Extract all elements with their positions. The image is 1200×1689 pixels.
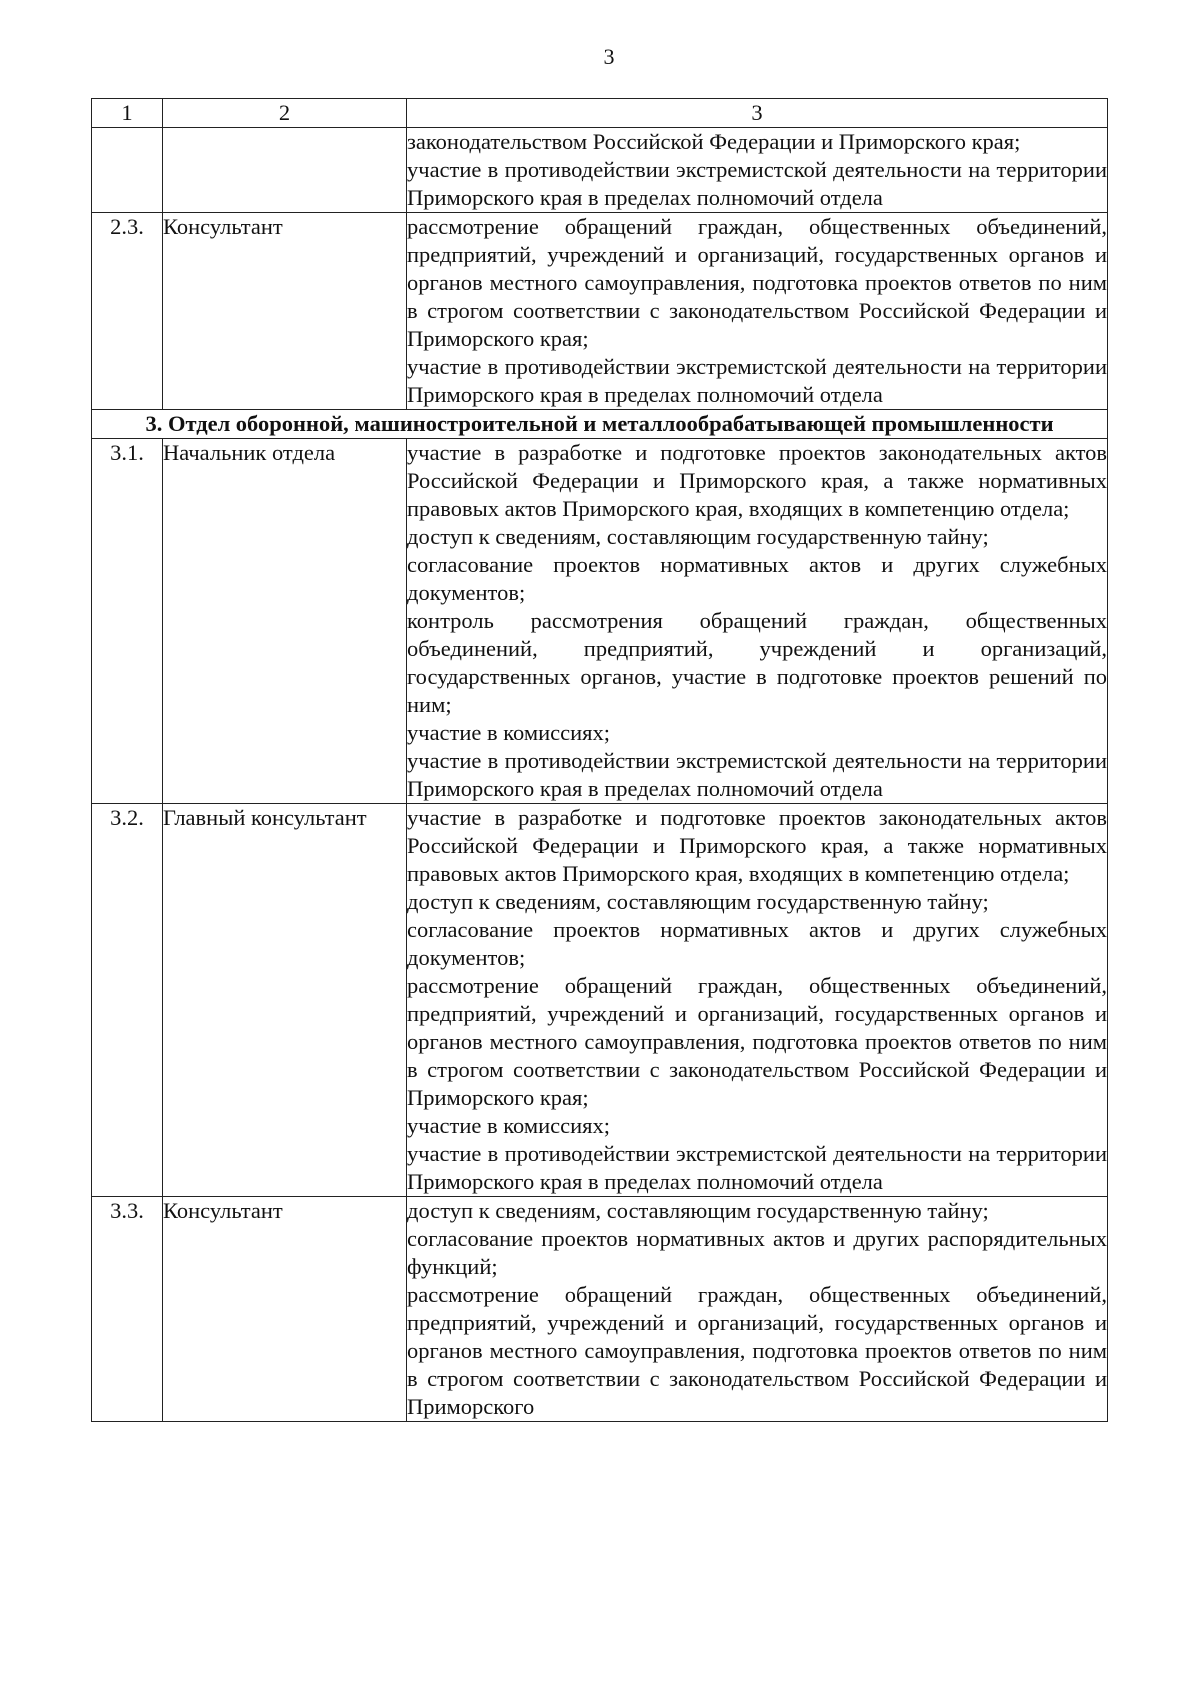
duty-item: участие в противодействии экстремистской деятельности на территории Приморского края в пределах полномочий отдела	[407, 157, 1107, 210]
row-number: 3.1.	[92, 439, 163, 804]
duty-item: участие в противодействии экстремистской деятельности на территории Приморского края в пределах полномочий отдела	[407, 1141, 1107, 1194]
duty-item: доступ к сведениям, составляющим государственную тайну;	[407, 1198, 989, 1223]
duty-item: контроль рассмотрения обращений граждан, общественных объединений, предприятий, учреждений и организаций, государственных органов, участие в подготовке проектов решений по ним;	[407, 608, 1107, 717]
position-title: Главный консультант	[163, 804, 407, 1197]
table-row	[92, 804, 1108, 1197]
duty-item: согласование проектов нормативных актов и других служебных документов;	[407, 917, 1107, 970]
duty-item: доступ к сведениям, составляющим государственную тайну;	[407, 524, 989, 549]
table-row	[92, 213, 1108, 410]
duty-item: рассмотрение обращений граждан, общественных объединений, предприятий, учреждений и организаций, государственных органов и органов местного самоуправления, подготовка проектов ответов по ним в строгом соответствии с законодательством Российской Федерации и Приморского	[407, 1282, 1107, 1419]
duties-cell	[407, 213, 1108, 410]
row-number	[92, 128, 163, 213]
row-number: 2.3.	[92, 213, 163, 410]
duties-cell	[407, 804, 1108, 1197]
section-title: 3. Отдел оборонной, машиностроительной и металлообрабатывающей промышленности	[92, 410, 1108, 439]
duty-item: участие в комиссиях;	[407, 720, 611, 745]
position-title: Консультант	[163, 213, 407, 410]
duty-item: законодательством Российской Федерации и Приморского края;	[407, 129, 1021, 154]
duty-item: рассмотрение обращений граждан, общественных объединений, предприятий, учреждений и организаций, государственных органов и органов местного самоуправления, подготовка проектов ответов по ним в строгом соответствии с законодательством Российской Федерации и Приморского края;	[407, 973, 1107, 1110]
duty-item: участие в комиссиях;	[407, 1113, 611, 1138]
column-header-duties: 3	[407, 99, 1108, 128]
table-row	[92, 128, 1108, 213]
duty-item: рассмотрение обращений граждан, общественных объединений, предприятий, учреждений и организаций, государственных органов и органов местного самоуправления, подготовка проектов ответов по ним в строгом соответствии с законодательством Российской Федерации и Приморского края;	[407, 214, 1107, 351]
duty-item: участие в разработке и подготовке проектов законодательных актов Российской Федерации и Приморского края, а также нормативных правовых актов Приморского края, входящих в компетенцию отдела;	[407, 805, 1107, 886]
duty-item: участие в разработке и подготовке проектов законодательных актов Российской Федерации и Приморского края, а также нормативных правовых актов Приморского края, входящих в компетенцию отдела;	[407, 440, 1107, 521]
page-number: 3	[603, 44, 615, 69]
duties-cell	[407, 128, 1108, 213]
duties-cell	[407, 439, 1108, 804]
duties-cell	[407, 1197, 1108, 1422]
row-number: 3.3.	[92, 1197, 163, 1422]
section-row	[92, 410, 1108, 439]
duties-table	[91, 98, 1108, 1422]
table-row	[92, 1197, 1108, 1422]
table-header-row	[92, 99, 1108, 128]
position-title	[163, 128, 407, 213]
duty-item: участие в противодействии экстремистской деятельности на территории Приморского края в пределах полномочий отдела	[407, 354, 1107, 407]
row-number: 3.2.	[92, 804, 163, 1197]
column-header-position: 2	[163, 99, 407, 128]
position-title: Начальник отдела	[163, 439, 407, 804]
duty-item: согласование проектов нормативных актов и других распорядительных функций;	[407, 1226, 1107, 1279]
duty-item: согласование проектов нормативных актов и других служебных документов;	[407, 552, 1107, 605]
duty-item: доступ к сведениям, составляющим государственную тайну;	[407, 889, 989, 914]
column-header-number: 1	[92, 99, 163, 128]
duty-item: участие в противодействии экстремистской деятельности на территории Приморского края в пределах полномочий отдела	[407, 748, 1107, 801]
table-row	[92, 439, 1108, 804]
position-title: Консультант	[163, 1197, 407, 1422]
